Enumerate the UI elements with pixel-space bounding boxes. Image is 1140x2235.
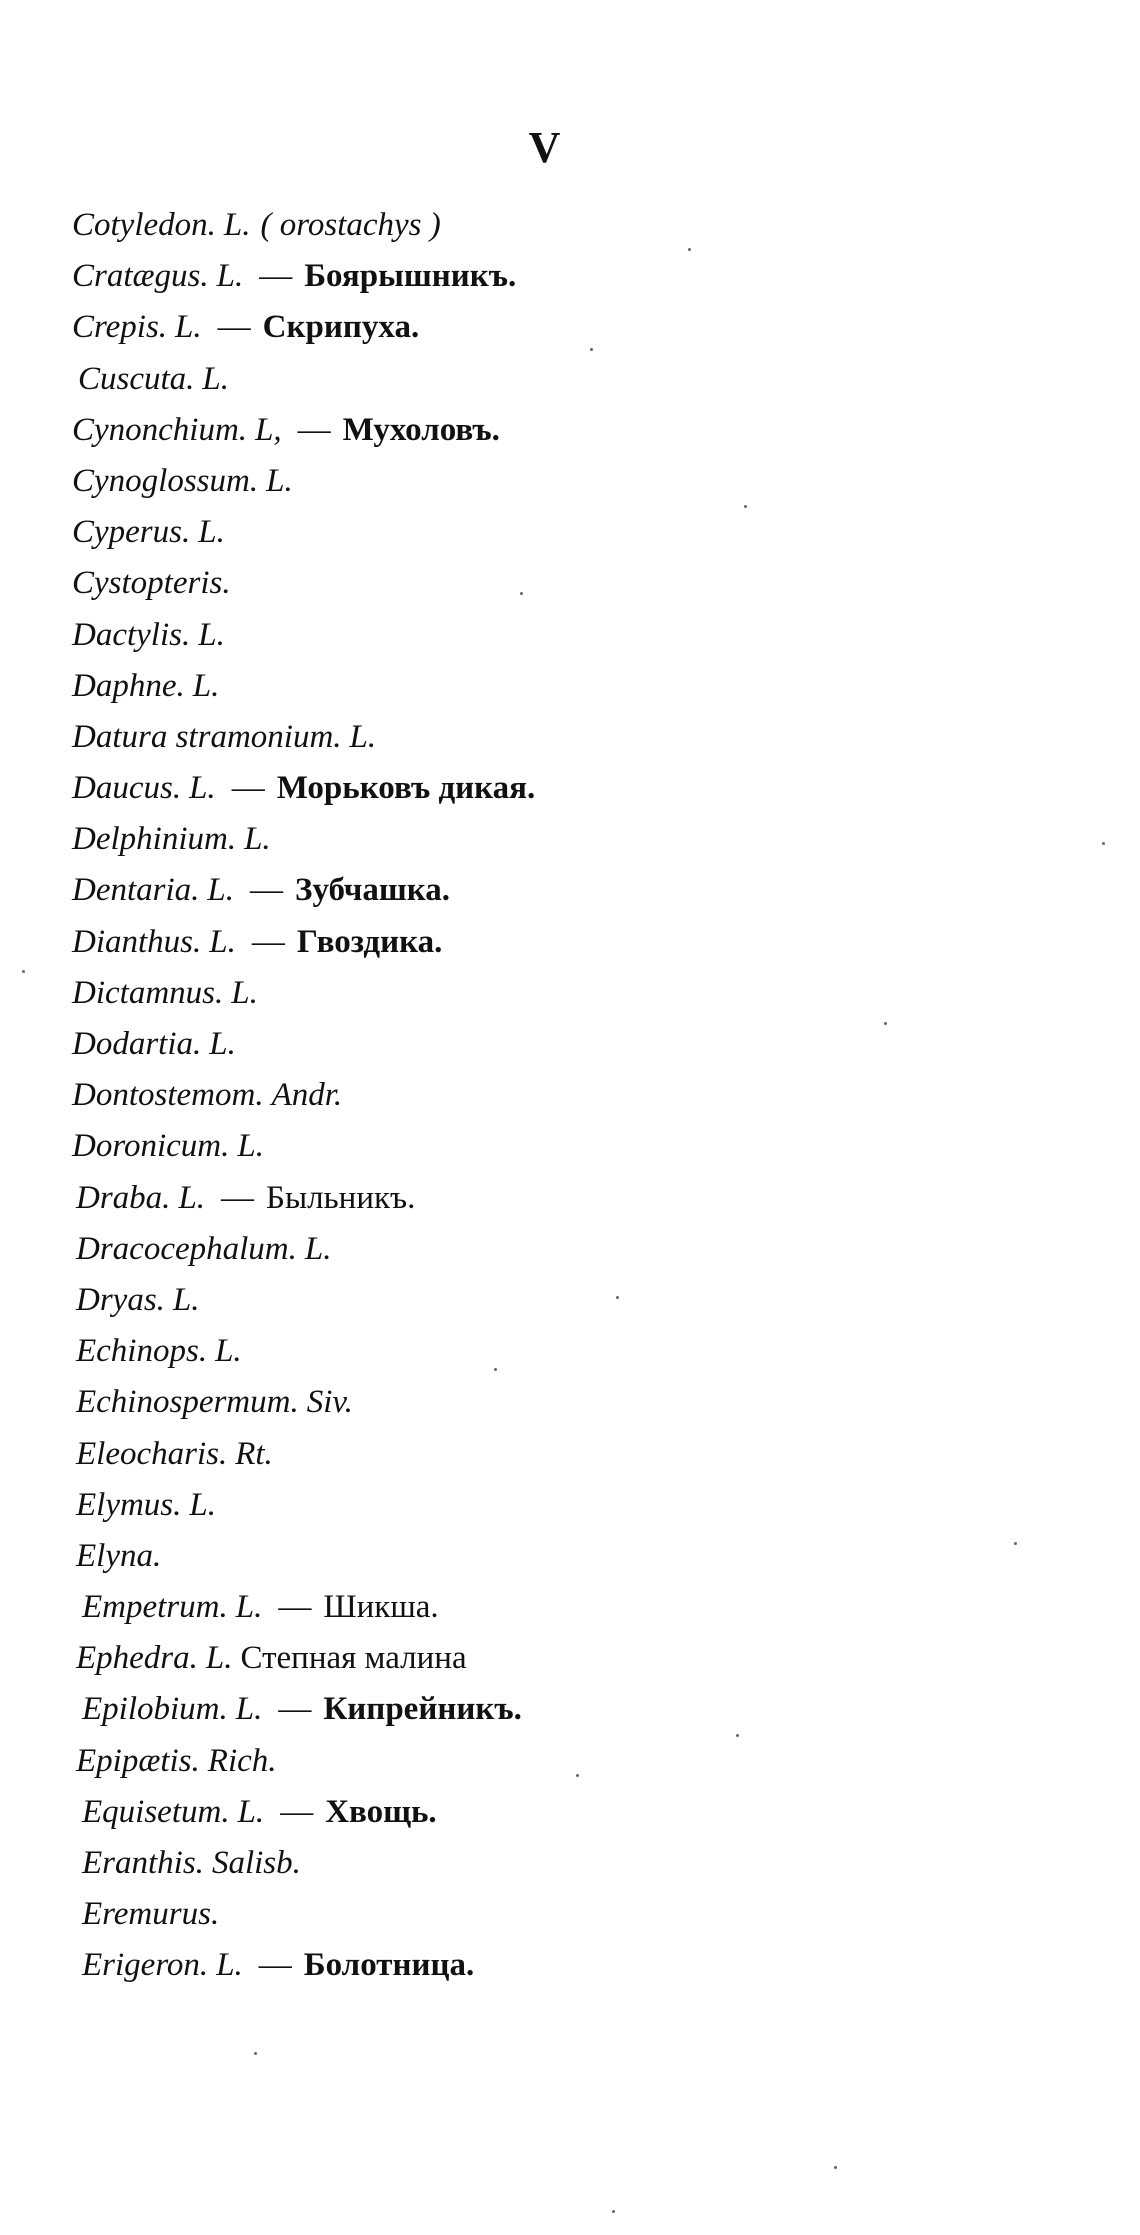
- author-abbrev: Andr.: [271, 1077, 343, 1114]
- author-abbrev: L.: [198, 616, 225, 653]
- author-abbrev: L.: [198, 514, 225, 551]
- species-entry: [0, 917, 1140, 968]
- russian-name: Степная малина: [240, 1640, 467, 1677]
- latin-name: Ephedra.: [76, 1640, 198, 1677]
- species-entry: [0, 1582, 1140, 1633]
- latin-name: Equisetum.: [82, 1793, 230, 1830]
- synonym-note: ( orostachys ): [260, 207, 441, 243]
- latin-name: Epilobium.: [82, 1691, 228, 1728]
- paper-speck: [1102, 842, 1105, 845]
- species-entry: [0, 968, 1140, 1019]
- author-abbrev: L.: [223, 207, 251, 243]
- author-abbrev: L.: [237, 1128, 264, 1165]
- species-entry: [0, 712, 1140, 763]
- em-dash: —: [250, 872, 284, 909]
- species-entry: [0, 558, 1140, 609]
- species-entry: [0, 1070, 1140, 1121]
- species-entry: [0, 1889, 1140, 1940]
- author-abbrev: L.: [172, 1281, 200, 1318]
- latin-name: Daucus.: [72, 770, 182, 807]
- species-entry: [0, 507, 1140, 558]
- latin-name: Dryas.: [76, 1281, 165, 1318]
- paper-speck: [520, 592, 523, 595]
- russian-name: Быльникъ.: [266, 1179, 416, 1216]
- paper-speck: [1014, 1542, 1017, 1545]
- latin-name: Draba.: [76, 1179, 171, 1216]
- species-entry: [0, 200, 1140, 251]
- author-abbrev: L.: [189, 1486, 217, 1523]
- latin-name: Delphinium.: [72, 821, 237, 858]
- latin-name: Erigeron.: [82, 1947, 209, 1984]
- species-entry: [0, 1224, 1140, 1275]
- species-entry: [0, 610, 1140, 661]
- paper-speck: [494, 1368, 497, 1371]
- species-entry: [0, 1838, 1140, 1889]
- em-dash: —: [231, 770, 265, 807]
- paper-speck: [688, 248, 691, 251]
- author-abbrev: L.: [304, 1230, 332, 1267]
- latin-name: Dontostemom.: [72, 1077, 264, 1114]
- paper-speck: [22, 970, 25, 973]
- species-entry: [0, 1173, 1140, 1224]
- author-abbrev: Rt.: [235, 1435, 273, 1472]
- paper-speck: [254, 2052, 257, 2055]
- paper-speck: [590, 348, 593, 351]
- latin-name: Cynoglossum.: [72, 462, 259, 499]
- species-entry: [0, 354, 1140, 405]
- latin-name: Cystopteris.: [72, 565, 231, 602]
- species-entry: [0, 814, 1140, 865]
- latin-name: Cratægus.: [72, 258, 209, 295]
- latin-name: Dracocephalum.: [76, 1230, 297, 1267]
- author-abbrev: L.: [209, 923, 236, 960]
- paper-speck: [744, 505, 747, 508]
- latin-name: Eremurus.: [82, 1896, 220, 1933]
- species-entry: [0, 251, 1140, 302]
- russian-name: Боярышникъ.: [304, 258, 517, 295]
- author-abbrev: L.: [175, 309, 202, 346]
- author-abbrev: L.: [202, 360, 230, 397]
- species-entry: [0, 865, 1140, 916]
- em-dash: —: [278, 1691, 312, 1728]
- author-abbrev: L.: [216, 1947, 243, 1984]
- species-entry: [0, 1377, 1140, 1428]
- species-entry: [0, 1736, 1140, 1787]
- em-dash: —: [259, 258, 293, 295]
- latin-name: Cuscuta.: [78, 360, 195, 397]
- russian-name: Скрипуха.: [262, 309, 420, 346]
- species-entry: [0, 302, 1140, 353]
- latin-name: Empetrum.: [82, 1589, 228, 1626]
- author-abbrev: L.: [178, 1179, 206, 1216]
- paper-speck: [616, 1296, 619, 1299]
- page-number: V: [528, 123, 562, 172]
- species-entry: [0, 1326, 1140, 1377]
- latin-name: Cynonchium.: [72, 411, 248, 448]
- author-abbrev: L.: [231, 974, 258, 1011]
- russian-name: Болотница.: [303, 1947, 475, 1984]
- species-entry: [0, 456, 1140, 507]
- latin-name: Dictamnus.: [72, 974, 224, 1011]
- species-entry: [0, 1429, 1140, 1480]
- author-abbrev: L.: [349, 718, 377, 755]
- species-entry: [0, 1633, 1140, 1684]
- em-dash: —: [221, 1179, 255, 1216]
- species-entry: [0, 1787, 1140, 1838]
- latin-name: Elyna.: [76, 1537, 162, 1574]
- species-entry: [0, 1275, 1140, 1326]
- em-dash: —: [217, 309, 251, 346]
- species-entry: [0, 1940, 1140, 1991]
- latin-name: Elymus.: [76, 1486, 182, 1523]
- em-dash: —: [278, 1589, 312, 1626]
- species-list: [0, 200, 1140, 1992]
- russian-name: Хвощь.: [325, 1793, 437, 1830]
- paper-speck: [884, 1022, 887, 1025]
- latin-name: Cotyledon.: [72, 207, 216, 243]
- latin-name: Echinospermum.: [76, 1384, 299, 1421]
- species-entry: [0, 1480, 1140, 1531]
- species-entry: [0, 1531, 1140, 1582]
- species-entry: [0, 1121, 1140, 1172]
- author-abbrev: L.: [266, 462, 293, 499]
- russian-name: Мухоловъ.: [342, 411, 500, 448]
- russian-name: Шикша.: [323, 1589, 439, 1626]
- author-abbrev: L.: [237, 1793, 265, 1830]
- author-abbrev: L.: [189, 770, 216, 807]
- author-abbrev: Siv.: [306, 1384, 353, 1421]
- author-abbrev: L.: [205, 1640, 233, 1677]
- author-abbrev: L.: [235, 1691, 263, 1728]
- latin-name: Eranthis.: [82, 1845, 204, 1881]
- paper-speck: [612, 2210, 615, 2213]
- author-abbrev: L.: [209, 1026, 236, 1062]
- latin-name: Dianthus.: [72, 923, 202, 960]
- author-abbrev: Salisb.: [211, 1845, 301, 1881]
- latin-name: Dodartia.: [72, 1026, 202, 1062]
- author-abbrev: Rich.: [207, 1742, 277, 1779]
- latin-name: Echinops.: [76, 1333, 208, 1370]
- author-abbrev: L,: [255, 411, 282, 448]
- russian-name: Морьковъ дикая.: [276, 770, 536, 807]
- latin-name: Daphne.: [72, 667, 185, 704]
- russian-name: Зубчашка.: [295, 872, 450, 909]
- latin-name: Eleocharis.: [76, 1435, 228, 1472]
- latin-name: Doronicum.: [72, 1128, 230, 1165]
- russian-name: Гвоздика.: [296, 923, 443, 960]
- author-abbrev: L.: [192, 667, 220, 704]
- latin-name: Dentaria.: [72, 872, 200, 909]
- author-abbrev: L.: [235, 1589, 263, 1626]
- em-dash: —: [280, 1793, 314, 1830]
- author-abbrev: L.: [216, 258, 244, 295]
- species-entry: [0, 763, 1140, 814]
- em-dash: —: [251, 923, 285, 960]
- species-entry: [0, 661, 1140, 712]
- russian-name: Кипрейникъ.: [323, 1691, 522, 1728]
- latin-name: Datura stramonium.: [72, 718, 342, 755]
- latin-name: Epipætis.: [76, 1742, 200, 1779]
- author-abbrev: L.: [215, 1333, 242, 1370]
- species-entry: [0, 405, 1140, 456]
- paper-speck: [736, 1734, 739, 1737]
- author-abbrev: L.: [207, 872, 235, 909]
- author-abbrev: L.: [244, 821, 271, 858]
- species-entry: [0, 1684, 1140, 1735]
- latin-name: Dactylis.: [72, 616, 191, 653]
- paper-speck: [834, 2166, 837, 2169]
- species-entry: [0, 1019, 1140, 1070]
- latin-name: Cyperus.: [72, 514, 191, 551]
- latin-name: Crepis.: [72, 309, 168, 346]
- paper-speck: [576, 1774, 579, 1777]
- em-dash: —: [258, 1947, 292, 1984]
- em-dash: —: [297, 411, 331, 448]
